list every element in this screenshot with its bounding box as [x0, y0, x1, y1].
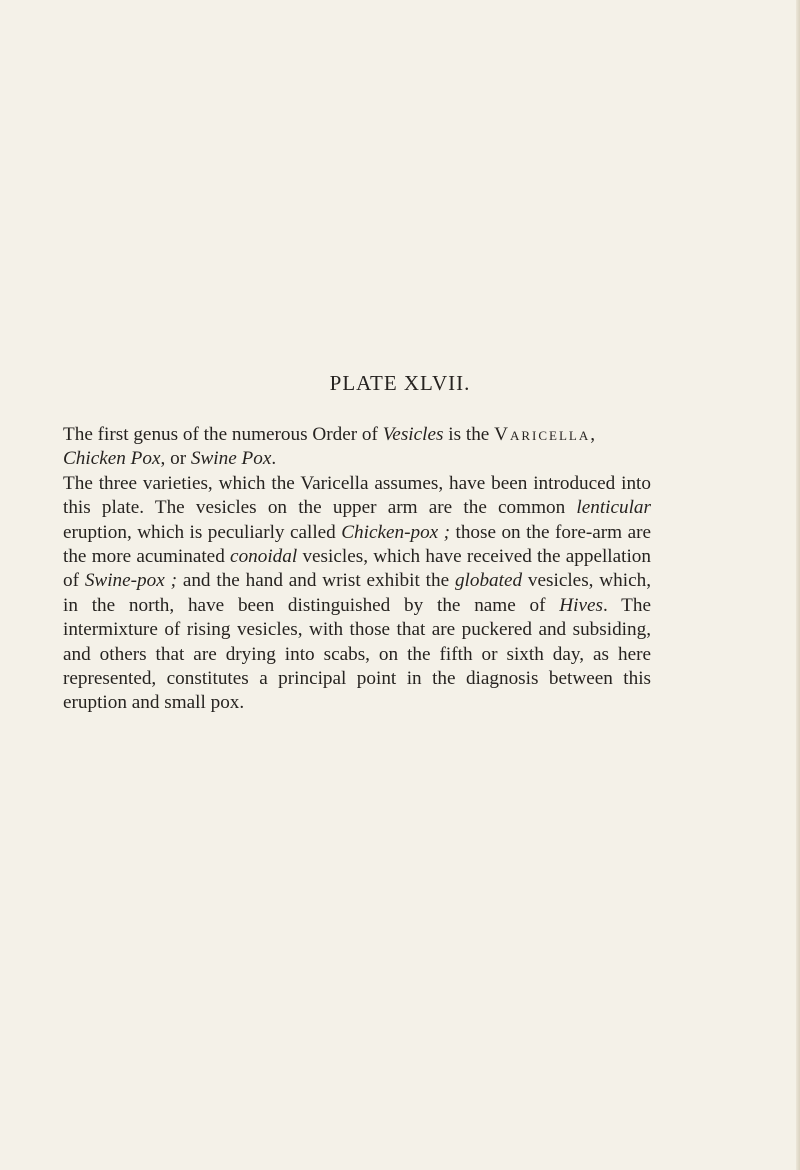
p2-term-chicken-pox: Chicken-pox ;: [341, 521, 451, 543]
p1-term-chicken-pox: Chicken Pox: [63, 448, 161, 470]
p2-text-1: The three varieties, which the Varicella assumes, have been introduced into this plate. The vesicles on the upper arm are the common: [63, 472, 651, 519]
p2-term-globated: globated: [454, 570, 523, 592]
p1-text-1: The first genus of the numerous Order of: [63, 424, 383, 445]
p2-text-2: eruption, which is peculiarly called: [63, 521, 342, 543]
body-text: [63, 423, 651, 716]
p1-text-5: .: [271, 448, 277, 470]
p1-term-vesicles: Vesicles: [382, 424, 444, 445]
p2-text-7: . The intermixture of rising vesicles, with those that are puckered and subsiding, and others that are drying into scabs, on the fifth or sixth day, as here represented, constitutes a principal point in the diagnosis between this eruption and small pox.: [63, 594, 651, 714]
p1-text-3: ,: [590, 424, 596, 445]
p1-text-4: , or: [160, 448, 191, 470]
p1-text-2: is the: [443, 424, 495, 445]
p2-term-lenticular: lenticular: [576, 497, 651, 519]
p1-term-swine-pox: Swine Pox: [190, 448, 272, 470]
p1-term-varicella: Varicella: [494, 424, 591, 445]
p2-text-3: those on the fore-arm are the more acuminated: [63, 521, 651, 568]
page-edge: [796, 0, 800, 1170]
p2-term-hives: Hives: [559, 594, 603, 616]
paragraph-1: [63, 423, 651, 472]
paragraph-2: [63, 472, 651, 716]
p2-term-conoidal: conoidal: [230, 546, 298, 568]
p2-term-swine-pox: Swine-pox ;: [84, 570, 177, 592]
p2-text-4: vesicles, which have received the appellation of: [63, 546, 651, 592]
p2-text-5: and the hand and wrist exhibit the: [176, 570, 455, 592]
p2-text-6: vesicles, which, in the north, have been distinguished by the name of: [63, 570, 651, 616]
plate-title: PLATE XLVII.: [329, 371, 471, 395]
